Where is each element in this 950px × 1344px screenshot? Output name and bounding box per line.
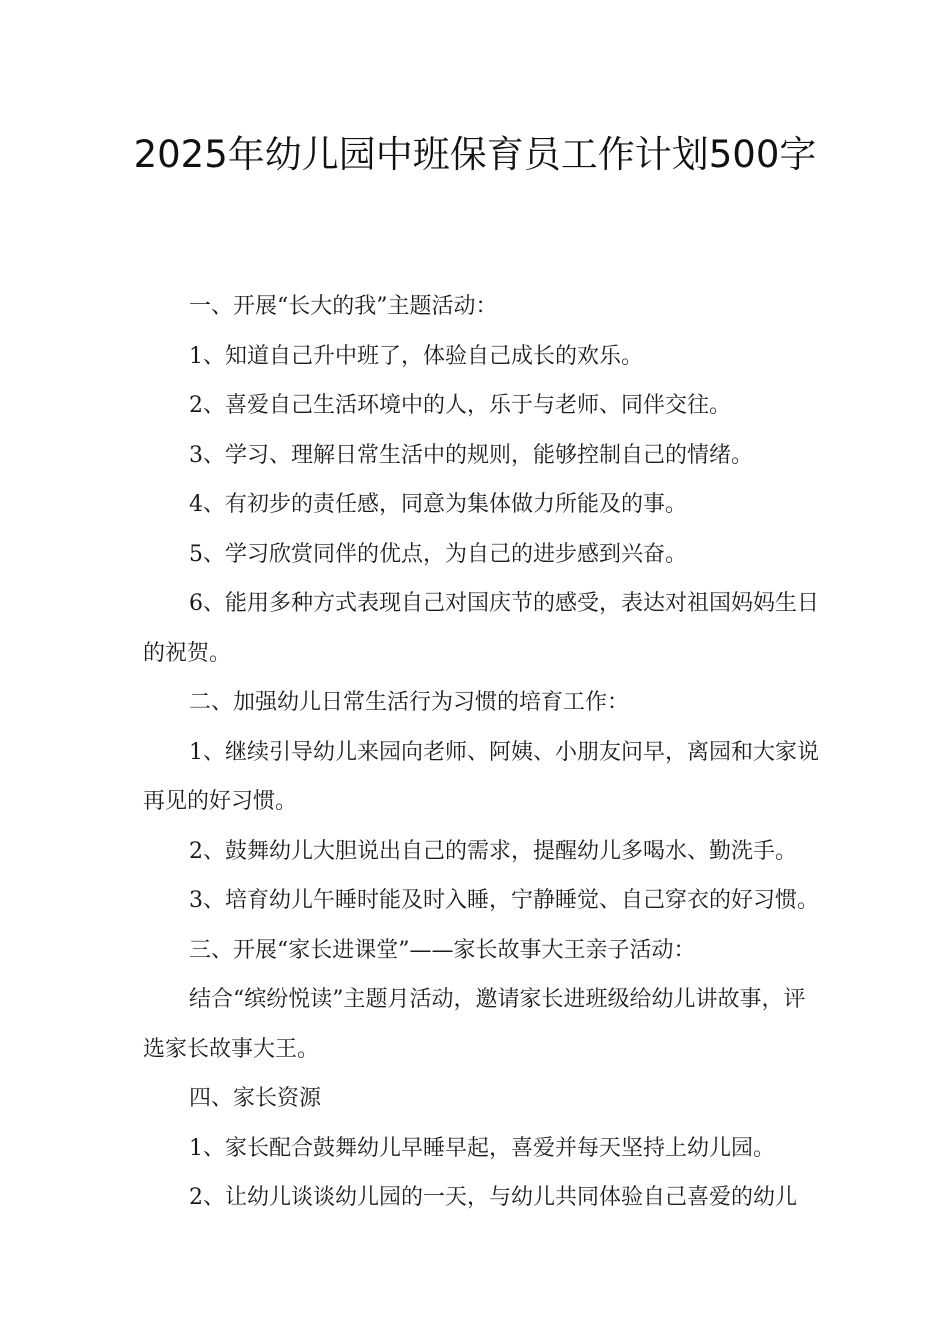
paragraph: 2、鼓舞幼儿大胆说出自己的需求，提醒幼儿多喝水、勤洗手。 <box>189 838 797 864</box>
document-body <box>143 282 823 1223</box>
paragraph: 1、知道自己升中班了，体验自己成长的欢乐。 <box>189 343 643 369</box>
paragraph: 3、学习、理解日常生活中的规则，能够控制自己的情绪。 <box>189 442 753 468</box>
paragraph: 结合“缤纷悦读”主题月活动，邀请家长进班级给幼儿讲故事，评选家长故事大王。 <box>143 987 806 1062</box>
paragraph: 四、家长资源 <box>189 1086 322 1111</box>
paragraph: 一、开展“长大的我”主题活动： <box>189 294 498 319</box>
paragraph: 6、能用多种方式表现自己对国庆节的感受，表达对祖国妈妈生日的祝贺。 <box>143 591 819 666</box>
paragraph: 3、培育幼儿午睡时能及时入睡，宁静睡觉、自己穿衣的好习惯。 <box>189 888 819 913</box>
paragraph: 二、加强幼儿日常生活行为习惯的培育工作： <box>189 690 630 715</box>
paragraph: 4、有初步的责任感，同意为集体做力所能及的事。 <box>189 492 687 517</box>
paragraph: 1、继续引导幼儿来园向老师、阿姨、小朋友问早，离园和大家说再见的好习惯。 <box>143 739 819 814</box>
paragraph: 三、开展“家长进课堂”——家长故事大王亲子活动： <box>189 937 696 963</box>
paragraph: 1、家长配合鼓舞幼儿早睡早起，喜爱并每天坚持上幼儿园。 <box>189 1135 775 1161</box>
paragraph: 2、让幼儿谈谈幼儿园的一天，与幼儿共同体验自己喜爱的幼儿 <box>189 1185 797 1210</box>
paragraph: 2、喜爱自己生活环境中的人，乐于与老师、同伴交往。 <box>189 393 731 418</box>
paragraph: 5、学习欣赏同伴的优点，为自己的进步感到兴奋。 <box>189 541 687 567</box>
document-title: 2025年幼儿园中班保育员工作计划500字 <box>133 133 817 176</box>
